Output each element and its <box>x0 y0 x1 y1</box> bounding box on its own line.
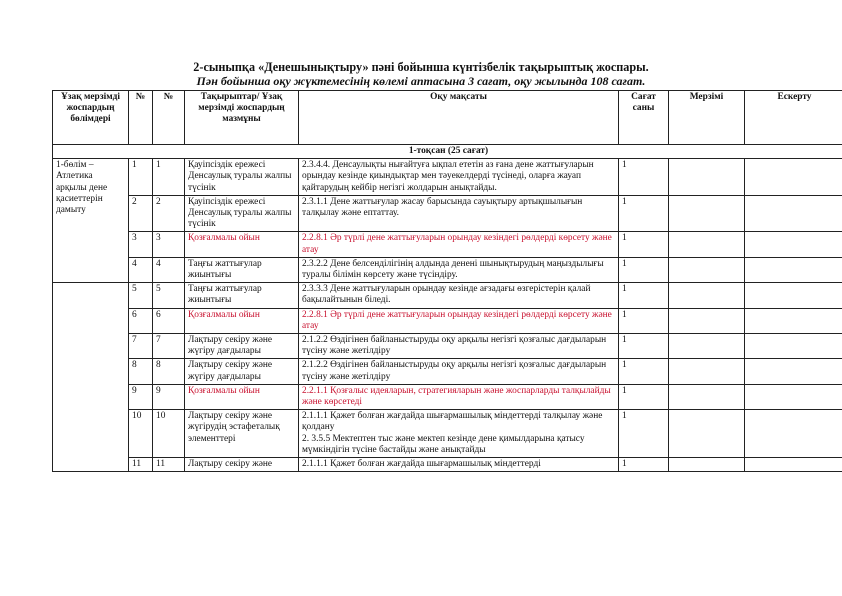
row-lesson-number: 10 <box>153 410 185 458</box>
row-objective: 2.3.3.3 Дене жаттығуларын орындау кезінде ағзадағы өзгерістерін қалай бақылайтынын біледі. <box>299 283 619 308</box>
row-topic: Лақтыру секіру және жүгірудің эстафеталық элементтері <box>185 410 299 458</box>
row-lesson-number: 11 <box>153 458 185 472</box>
table-row <box>53 283 842 308</box>
row-objective: 2.2.1.1 Қозғалыс идеяларын, стратегияларын және жоспарларды талқылайды және көрсетеді <box>299 384 619 409</box>
header-num1: № <box>129 91 153 145</box>
row-date <box>669 384 745 409</box>
row-hours: 1 <box>619 458 669 472</box>
row-objective: 2.2.8.1 Әр түрлі дене жаттығуларын орындау кезіндегі рөлдерді көрсету және атау <box>299 308 619 333</box>
table-row <box>53 159 842 196</box>
table-row <box>53 458 842 472</box>
row-number: 6 <box>129 308 153 333</box>
row-lesson-number: 8 <box>153 359 185 384</box>
document-subtitle: Пән бойынша оқу жүктемесінің көлемі аптасына 3 сағат, оқу жылында 108 сағат. <box>196 74 646 88</box>
header-note: Ескерту <box>745 91 842 145</box>
row-note <box>745 283 842 308</box>
row-hours: 1 <box>619 195 669 232</box>
header-date: Мерзімі <box>669 91 745 145</box>
row-date <box>669 283 745 308</box>
row-lesson-number: 1 <box>153 159 185 196</box>
table-row <box>53 384 842 409</box>
row-lesson-number: 3 <box>153 232 185 257</box>
row-number: 8 <box>129 359 153 384</box>
row-number: 4 <box>129 257 153 282</box>
table-row <box>53 232 842 257</box>
section-label-empty <box>53 283 129 472</box>
row-objective: 2.3.1.1 Дене жаттығулар жасау барысында сауықтыру артықшылығын талқылау және ептаттау. <box>299 195 619 232</box>
table-row <box>53 359 842 384</box>
row-note <box>745 308 842 333</box>
row-lesson-number: 7 <box>153 334 185 359</box>
row-topic: Лақтыру секіру және жүгіру дағдылары <box>185 334 299 359</box>
row-date <box>669 232 745 257</box>
row-date <box>669 159 745 196</box>
row-hours: 1 <box>619 159 669 196</box>
row-date <box>669 334 745 359</box>
row-hours: 1 <box>619 232 669 257</box>
table-row <box>53 308 842 333</box>
document-title: 2-сыныпқа «Денешынықтыру» пәні бойынша күнтізбелік тақырыптық жоспары. <box>193 60 649 74</box>
header-objective: Оқу мақсаты <box>299 91 619 145</box>
row-number: 9 <box>129 384 153 409</box>
row-topic: Таңғы жаттығулар жиынтығы <box>185 283 299 308</box>
row-topic: Қауіпсіздік ережесі Денсаулық туралы жалпы түсінік <box>185 159 299 196</box>
row-lesson-number: 9 <box>153 384 185 409</box>
header-row <box>53 91 842 145</box>
row-objective: 2.3.2.2 Дене белсенділігінің алдында денені шынықтырудың маңыздылығы туралы білімін көрсету және түсіндіру. <box>299 257 619 282</box>
quarter-label: 1-тоқсан (25 сағат) <box>53 145 842 159</box>
row-topic: Қозғалмалы ойын <box>185 232 299 257</box>
row-lesson-number: 2 <box>153 195 185 232</box>
row-objective: 2.3.4.4. Денсаулықты нығайтуға ықпал ететін аз ғана дене жаттығуларын орындау кезінде қиындықтар мен тәуекелдерді түсінеді, оларға жауап қайтарудың кейбір негізгі жолдарын анықтайды. <box>299 159 619 196</box>
row-note <box>745 232 842 257</box>
row-topic: Лақтыру секіру және жүгіру дағдылары <box>185 359 299 384</box>
header-topic: Тақырыптар/ Ұзақ мерзімді жоспардың мазмұны <box>185 91 299 145</box>
row-hours: 1 <box>619 308 669 333</box>
plan-table <box>52 90 842 472</box>
table-row <box>53 410 842 458</box>
table-row <box>53 257 842 282</box>
row-objective: 2.1.2.2 Өздігінен байланыстыруды оқу арқылы негізгі қозғалыс дағдыларын түсіну және жетілдіру <box>299 334 619 359</box>
row-lesson-number: 6 <box>153 308 185 333</box>
row-date <box>669 257 745 282</box>
row-objective: 2.2.8.1 Әр түрлі дене жаттығуларын орындау кезіндегі рөлдерді көрсету және атау <box>299 232 619 257</box>
row-hours: 1 <box>619 257 669 282</box>
document-title-block <box>0 60 842 88</box>
row-date <box>669 195 745 232</box>
row-note <box>745 410 842 458</box>
row-lesson-number: 5 <box>153 283 185 308</box>
row-topic: Қозғалмалы ойын <box>185 308 299 333</box>
row-number: 7 <box>129 334 153 359</box>
quarter-row <box>53 145 842 159</box>
row-objective: 2.1.2.2 Өздігінен байланыстыруды оқу арқылы негізгі қозғалыс дағдыларын түсіну және жетілдіру <box>299 359 619 384</box>
row-number: 11 <box>129 458 153 472</box>
row-lesson-number: 4 <box>153 257 185 282</box>
row-note <box>745 195 842 232</box>
row-date <box>669 359 745 384</box>
table-body <box>53 145 842 472</box>
table-row <box>53 195 842 232</box>
row-topic: Таңғы жаттығулар жиынтығы <box>185 257 299 282</box>
row-note <box>745 334 842 359</box>
row-hours: 1 <box>619 334 669 359</box>
row-number: 5 <box>129 283 153 308</box>
row-note <box>745 458 842 472</box>
section-label: 1-бөлім – Атлетика арқылы дене қасиеттерін дамыту <box>53 159 129 283</box>
row-note <box>745 159 842 196</box>
header-hours: Сағат саны <box>619 91 669 145</box>
row-objective: 2.1.1.1 Қажет болған жағдайда шығармашылық міндеттерді талқылау және қолдану 2. 3.5.5 Мектептен тыс және мектеп кезінде дене қимылдарына қатысу мүмкіндігін түсіне бастайды және анықтайды <box>299 410 619 458</box>
row-number: 10 <box>129 410 153 458</box>
table-row <box>53 334 842 359</box>
row-note <box>745 257 842 282</box>
row-date <box>669 308 745 333</box>
row-note <box>745 384 842 409</box>
row-topic: Қауіпсіздік ережесі Денсаулық туралы жалпы түсінік <box>185 195 299 232</box>
header-section: Ұзақ мерзімді жоспардың бөлімдері <box>53 91 129 145</box>
row-date <box>669 458 745 472</box>
row-topic: Қозғалмалы ойын <box>185 384 299 409</box>
row-hours: 1 <box>619 384 669 409</box>
row-number: 1 <box>129 159 153 196</box>
row-hours: 1 <box>619 283 669 308</box>
row-objective: 2.1.1.1 Қажет болған жағдайда шығармашылық міндеттерді <box>299 458 619 472</box>
row-number: 2 <box>129 195 153 232</box>
row-date <box>669 410 745 458</box>
row-number: 3 <box>129 232 153 257</box>
row-hours: 1 <box>619 410 669 458</box>
header-num2: № <box>153 91 185 145</box>
row-note <box>745 359 842 384</box>
row-hours: 1 <box>619 359 669 384</box>
row-topic: Лақтыру секіру және <box>185 458 299 472</box>
